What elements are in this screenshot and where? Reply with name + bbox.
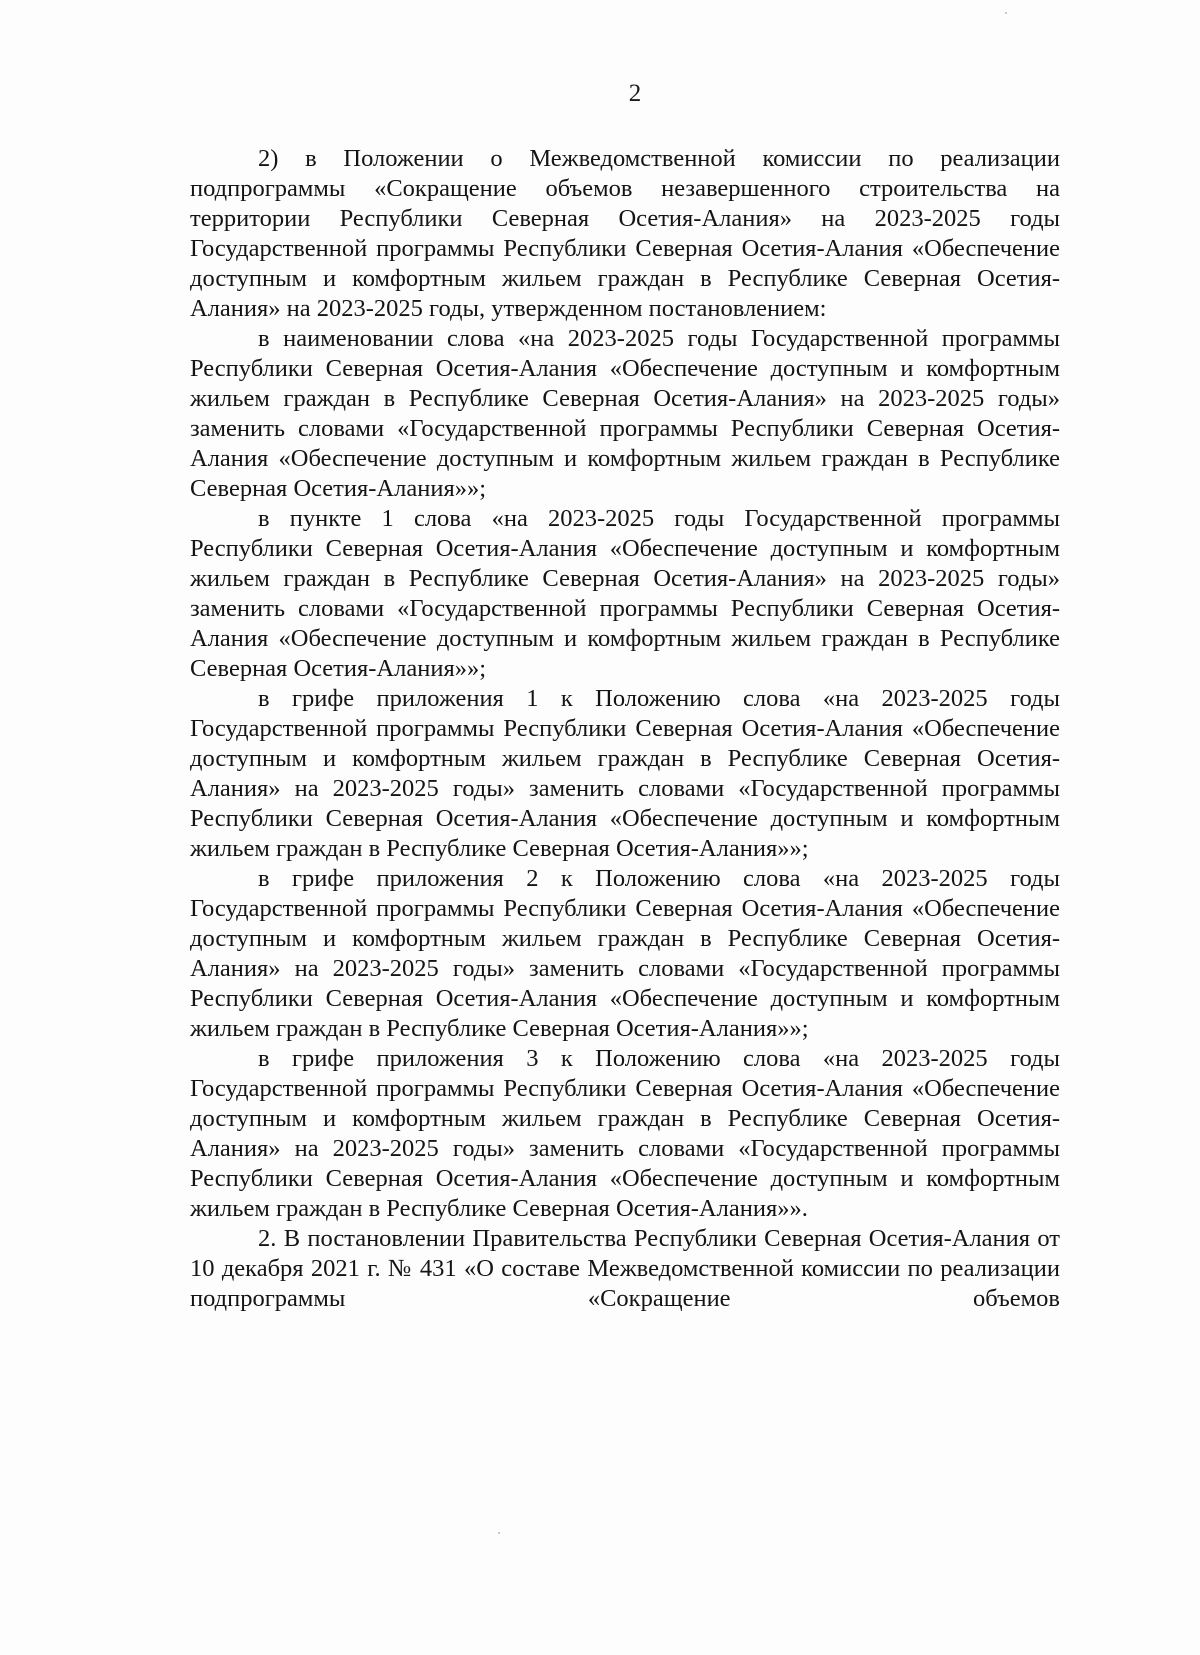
paragraph-clause-1-amendment: в пункте 1 слова «на 2023-2025 годы Государственной программы Республики Северная Осетия-Алания «Обеспечение доступным и комфортным жильем граждан в Республике Северная Осетия-Алания» на 2023-2025 годы» заменить словами «Государственной программы Республики Северная Осетия-Алания «Обеспечение доступным и комфортным жильем граждан в Республике Северная Осетия-Алания»»;: [190, 505, 1060, 682]
document-body: [190, 144, 1060, 1314]
paragraph-resolution-431: 2. В постановлении Правительства Республики Северная Осетия-Алания от 10 декабря 2021 г. № 431 «О составе Межведомственной комиссии по реализации подпрограммы «Сокращение объемов: [190, 1225, 1060, 1312]
paragraph-appendix-2-amendment: в грифе приложения 2 к Положению слова «на 2023-2025 годы Государственной программы Республики Северная Осетия-Алания «Обеспечение доступным и комфортным жильем граждан в Республике Северная Осетия-Алания» на 2023-2025 годы» заменить словами «Государственной программы Республики Северная Осетия-Алания «Обеспечение доступным и комфортным жильем граждан в Республике Северная Осетия-Алания»»;: [190, 865, 1060, 1042]
paragraph-title-amendment: в наименовании слова «на 2023-2025 годы Государственной программы Республики Северная Осетия-Алания «Обеспечение доступным и комфортным жильем граждан в Республике Северная Осетия-Алания» на 2023-2025 годы» заменить словами «Государственной программы Республики Северная Осетия-Алания «Обеспечение доступным и комфортным жильем граждан в Республике Северная Осетия-Алания»»;: [190, 325, 1060, 502]
paragraph-commission-regulation: 2) в Положении о Межведомственной комиссии по реализации подпрограммы «Сокращение объемов незавершенного строительства на территории Республики Северная Осетия-Алания» на 2023-2025 годы Государственной программы Республики Северная Осетия-Алания «Обеспечение доступным и комфортным жильем граждан в Республике Северная Осетия-Алания» на 2023-2025 годы, утвержденном постановлением:: [190, 145, 1060, 322]
paragraph-appendix-1-amendment: в грифе приложения 1 к Положению слова «на 2023-2025 годы Государственной программы Республики Северная Осетия-Алания «Обеспечение доступным и комфортным жильем граждан в Республике Северная Осетия-Алания» на 2023-2025 годы» заменить словами «Государственной программы Республики Северная Осетия-Алания «Обеспечение доступным и комфортным жильем граждан в Республике Северная Осетия-Алания»»;: [190, 685, 1060, 862]
paragraph-appendix-3-amendment: в грифе приложения 3 к Положению слова «на 2023-2025 годы Государственной программы Республики Северная Осетия-Алания «Обеспечение доступным и комфортным жильем граждан в Республике Северная Осетия-Алания» на 2023-2025 годы» заменить словами «Государственной программы Республики Северная Осетия-Алания «Обеспечение доступным и комфортным жильем граждан в Республике Северная Осетия-Алания»».: [190, 1045, 1060, 1222]
scan-speck: [498, 1532, 500, 1534]
scan-speck: [1005, 12, 1007, 14]
page-number: 2: [628, 80, 642, 107]
